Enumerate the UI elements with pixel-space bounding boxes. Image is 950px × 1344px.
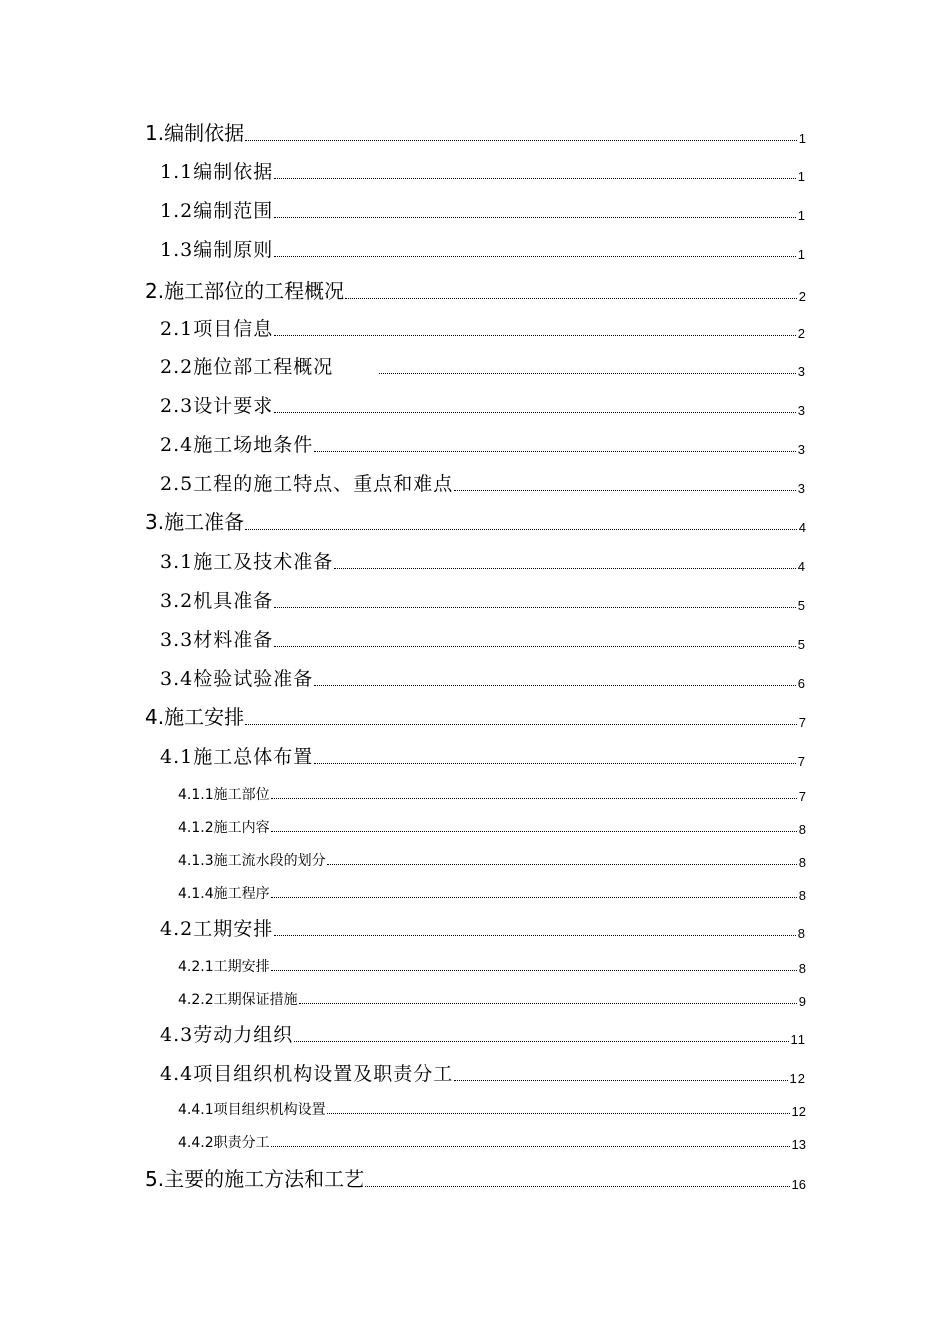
dot-leader: [271, 897, 797, 898]
toc-entry-page-number: 8: [798, 822, 806, 837]
toc-entry[interactable]: [178, 815, 806, 837]
toc-entry-title: 4.施工安排: [145, 705, 245, 729]
toc-entry[interactable]: [178, 782, 806, 804]
toc-entry[interactable]: [178, 954, 806, 976]
toc-entry-page-number: 3: [797, 481, 806, 496]
toc-entry[interactable]: [160, 546, 806, 574]
toc-entry-title: 1.2编制范围: [160, 200, 274, 222]
toc-entry-page-number: 9: [798, 994, 806, 1009]
dot-leader: [274, 646, 796, 647]
toc-entry-page-number: 5: [797, 637, 806, 652]
toc-entry[interactable]: [160, 313, 806, 341]
toc-entry[interactable]: [145, 505, 806, 535]
dot-leader: [274, 607, 796, 608]
toc-entry-title: 4.4.2职责分工: [178, 1135, 270, 1151]
toc-entry[interactable]: [178, 881, 806, 903]
toc-entry[interactable]: [160, 429, 806, 457]
toc-entry-title: 3.3材料准备: [160, 629, 274, 651]
toc-entry-title: 2.1项目信息: [160, 318, 274, 340]
toc-entry-title: 4.2.2工期保证措施: [178, 992, 298, 1008]
toc-entry-title: 1.编制依据: [145, 121, 245, 145]
dot-leader: [271, 831, 797, 832]
toc-entry-title: 4.3劳动力组织: [160, 1024, 294, 1046]
dot-leader: [294, 1041, 788, 1042]
toc-entry-page-number: 13: [791, 1137, 806, 1152]
toc-entry-title: 3.4检验试验准备: [160, 668, 314, 690]
toc-entry-page-number: 1: [797, 169, 806, 184]
toc-entry-title: 2.施工部位的工程概况: [145, 279, 345, 303]
toc-entry[interactable]: [160, 234, 806, 262]
toc-entry-page-number: 8: [798, 888, 806, 903]
toc-entry-page-number: 3: [797, 442, 806, 457]
toc-entry-page-number: 12: [789, 1071, 806, 1086]
toc-entry[interactable]: [145, 1162, 806, 1192]
dot-leader: [245, 529, 797, 530]
toc-entry[interactable]: [160, 195, 806, 223]
toc-entry-page-number: 5: [797, 598, 806, 613]
dot-leader: [299, 1003, 797, 1004]
dot-leader: [334, 568, 796, 569]
toc-entry-title: 4.1.1施工部位: [178, 787, 270, 803]
toc-entry[interactable]: [160, 351, 806, 379]
toc-entry-page-number: 6: [797, 676, 806, 691]
toc-entry[interactable]: [160, 624, 806, 652]
toc-entry-page-number: 1: [797, 208, 806, 223]
toc-entry[interactable]: [160, 913, 806, 941]
dot-leader: [274, 935, 796, 936]
toc-entry[interactable]: [145, 700, 806, 730]
toc-entry-page-number: 8: [798, 961, 806, 976]
toc-entry-page-number: 11: [790, 1032, 806, 1047]
toc-entry[interactable]: [160, 663, 806, 691]
toc-entry[interactable]: [160, 1058, 806, 1086]
toc-entry-page-number: 8: [798, 855, 806, 870]
toc-entry-title: 3.2机具准备: [160, 590, 274, 612]
dot-leader: [245, 724, 797, 725]
toc-entry-title: 1.1编制依据: [160, 161, 274, 183]
toc-entry-page-number: 7: [798, 789, 806, 804]
toc-entry-title: 4.1.2施工内容: [178, 820, 270, 836]
dot-leader: [314, 685, 796, 686]
dot-leader: [274, 256, 796, 257]
dot-leader: [271, 1146, 790, 1147]
dot-leader: [327, 864, 797, 865]
toc-entry-page-number: 16: [791, 1177, 806, 1192]
toc-entry-title: 1.3编制原则: [160, 239, 274, 261]
dot-leader: [245, 140, 797, 141]
toc-entry-page-number: 12: [791, 1104, 806, 1119]
dot-leader: [274, 335, 796, 336]
toc-entry[interactable]: [160, 741, 806, 769]
dot-leader: [365, 1186, 789, 1187]
dot-leader: [271, 798, 797, 799]
toc-entry-title: 2.2施位部工程概况: [160, 356, 334, 378]
toc-entry-title: 4.2.1工期安排: [178, 959, 270, 975]
toc-entry-title: 4.1施工总体布置: [160, 746, 314, 768]
toc-entry[interactable]: [145, 116, 806, 146]
dot-leader: [314, 451, 796, 452]
toc-entry-title: 5.主要的施工方法和工艺: [145, 1167, 365, 1191]
toc-entry-title: 4.4.1项目组织机构设置: [178, 1102, 326, 1118]
toc-entry-title: 3.1施工及技术准备: [160, 551, 334, 573]
toc-entry-page-number: 2: [797, 326, 806, 341]
toc-entry-page-number: 1: [798, 131, 806, 146]
toc-entry[interactable]: [160, 1019, 806, 1047]
dot-leader: [327, 1113, 790, 1114]
toc-entry[interactable]: [160, 156, 806, 184]
toc-entry-title: 2.4施工场地条件: [160, 434, 314, 456]
dot-leader: [271, 970, 797, 971]
toc-entry-title: 4.1.3施工流水段的划分: [178, 853, 326, 869]
toc-entry[interactable]: [178, 1097, 806, 1119]
toc-entry-page-number: 4: [797, 559, 806, 574]
toc-entry[interactable]: [145, 274, 806, 304]
toc-entry[interactable]: [160, 585, 806, 613]
toc-entry-title: 4.2工期安排: [160, 918, 274, 940]
dot-leader: [379, 373, 796, 374]
toc-entry-title: 4.1.4施工程序: [178, 886, 270, 902]
toc-entry[interactable]: [160, 390, 806, 418]
dot-leader: [314, 763, 796, 764]
dot-leader: [274, 217, 796, 218]
toc-entry-page-number: 1: [797, 247, 806, 262]
toc-entry[interactable]: [178, 1130, 806, 1152]
toc-entry[interactable]: [178, 848, 806, 870]
dot-leader: [454, 1080, 787, 1081]
toc-entry-title: 3.施工准备: [145, 510, 245, 534]
dot-leader: [274, 412, 796, 413]
toc-entry[interactable]: [160, 468, 806, 496]
toc-entry-page-number: 3: [797, 403, 806, 418]
toc-entry-page-number: 2: [798, 289, 806, 304]
toc-entry-page-number: 4: [798, 520, 806, 535]
toc-entry-page-number: 3: [797, 364, 806, 379]
toc-entry-page-number: 8: [797, 926, 806, 941]
toc-entry-page-number: 7: [797, 754, 806, 769]
dot-leader: [345, 298, 797, 299]
toc-entry-title: 2.5工程的施工特点、重点和难点: [160, 473, 454, 495]
toc-entry-title: 4.4项目组织机构设置及职责分工: [160, 1063, 454, 1085]
toc-entry-title: 2.3设计要求: [160, 395, 274, 417]
dot-leader: [274, 178, 796, 179]
toc-entry[interactable]: [178, 987, 806, 1009]
dot-leader: [454, 490, 796, 491]
toc-entry-page-number: 7: [798, 715, 806, 730]
